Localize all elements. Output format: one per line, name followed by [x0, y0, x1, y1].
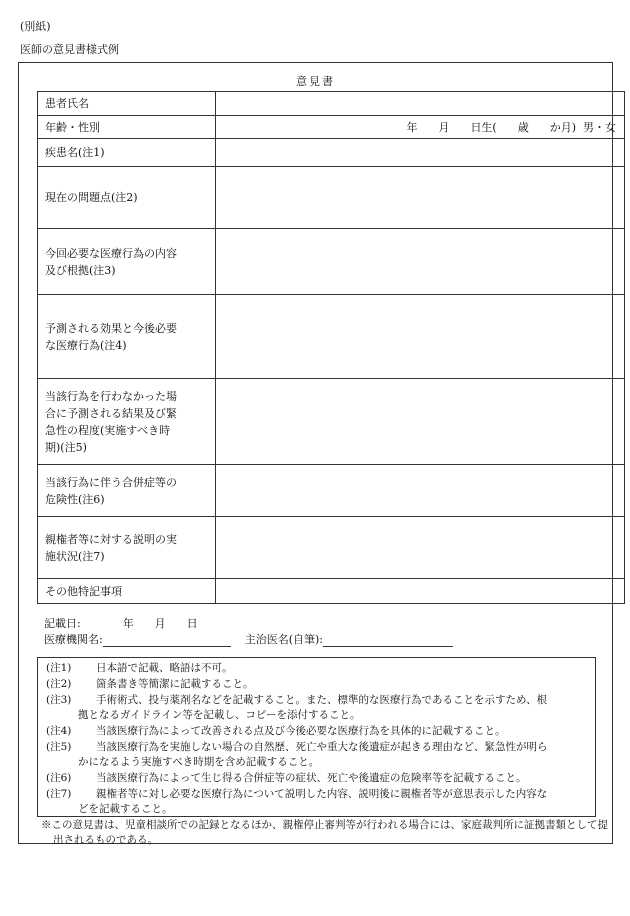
row-effect [38, 295, 625, 379]
risk-label-line-2: 合に予測される結果及び緊 [45, 406, 177, 420]
date-line [44, 617, 198, 631]
sex-options: 男・女 [583, 120, 616, 134]
institution-name-field[interactable] [103, 634, 231, 647]
treatment-field[interactable] [216, 229, 625, 295]
attachment-label: (別紙) [20, 20, 51, 33]
complication-label-line-1: 当該行為に伴う合併症等の [45, 475, 177, 489]
treatment-label [38, 229, 216, 295]
row-patient-name [38, 92, 625, 116]
note-3 [46, 693, 589, 723]
patient-name-field[interactable] [216, 92, 625, 116]
note-text: 手術術式、投与薬剤名などを記載すること。また、標準的な医療行為であることを示すため、根 [96, 694, 548, 706]
other-field[interactable] [216, 579, 625, 604]
note-text-continued: 拠となるガイドライン等を記載し、コピーを添付すること。 [78, 709, 361, 721]
age-sex-label: 年齢・性別 [38, 116, 216, 139]
row-explanation [38, 517, 625, 579]
note-text: 当該医療行為によって生じ得る合併症等の症状、死亡や後遺症の危険率等を記載すること。 [96, 772, 527, 784]
problem-field[interactable] [216, 167, 625, 229]
footer-note: ※この意見書は、児童相談所での記録となるほか、親権停止審判等が行われる場合には、家庭裁判所に証拠書類として提出されるものである。 [41, 819, 608, 846]
row-problem [38, 167, 625, 229]
risk-label [38, 379, 216, 465]
effect-label-line-2: な医療行為(注4) [45, 338, 127, 352]
row-complication [38, 465, 625, 517]
row-disease [38, 139, 625, 167]
note-text-continued: かになるよう実施すべき時期を含め記載すること。 [78, 756, 320, 768]
note-text: 当該医療行為を実施しない場合の自然歴、死亡や重大な後遺症が起きる理由など、緊急性が明ら [96, 741, 548, 753]
doctor-label: 主治医名(自筆): [244, 633, 324, 646]
institution-label: 医療機関名: [44, 633, 103, 646]
note-label: (注5) [46, 741, 72, 753]
form-caption: 医師の意見書様式例 [20, 43, 119, 56]
risk-field[interactable] [216, 379, 625, 465]
note-2 [46, 677, 589, 692]
note-1 [46, 661, 589, 676]
explanation-label-line-2: 施状況(注7) [45, 549, 105, 563]
age-sex-field[interactable] [216, 116, 625, 139]
effect-label-line-1: 予測される効果と今後必要 [45, 321, 177, 335]
document-title: 意見書 [296, 75, 335, 88]
note-label: (注2) [46, 678, 72, 690]
doctor-signature-field[interactable] [323, 634, 453, 647]
note-text: 箇条書き等簡潔に記載すること。 [96, 678, 254, 690]
patient-name-label: 患者氏名 [38, 92, 216, 116]
note-label: (注6) [46, 772, 72, 784]
note-label: (注3) [46, 694, 72, 706]
note-4 [46, 724, 589, 739]
birth-day: 日生( [470, 120, 497, 134]
explanation-label-line-1: 親権者等に対する説明の実 [45, 532, 177, 546]
effect-label [38, 295, 216, 379]
treatment-label-line-1: 今回必要な医療行為の内容 [45, 246, 177, 260]
explanation-label [38, 517, 216, 579]
opinion-table [37, 91, 625, 604]
note-label: (注4) [46, 725, 72, 737]
note-text: 日本語で記載、略語は不可。 [96, 662, 233, 674]
row-age-sex [38, 116, 625, 139]
note-text: 当該医療行為によって改善される点及び今後必要な医療行為を具体的に記載すること。 [96, 725, 506, 737]
effect-field[interactable] [216, 295, 625, 379]
disease-field[interactable] [216, 139, 625, 167]
note-text: 親権者等に対し必要な医療行為について説明した内容、説明後に親権者等が意思表示した内容な [96, 788, 548, 800]
date-year: 年 [122, 617, 134, 630]
row-other [38, 579, 625, 604]
age-months: か月) [549, 120, 576, 134]
complication-field[interactable] [216, 465, 625, 517]
problem-label: 現在の問題点(注2) [38, 167, 216, 229]
note-7 [46, 787, 589, 817]
institution-doctor-line [44, 633, 453, 647]
complication-label [38, 465, 216, 517]
risk-label-line-1: 当該行為を行わなかった場 [45, 389, 177, 403]
complication-label-line-2: 危険性(注6) [45, 492, 105, 506]
birth-month: 月 [438, 120, 450, 134]
note-6 [46, 771, 589, 786]
note-5 [46, 740, 589, 770]
date-label: 記載日: [44, 617, 81, 630]
explanation-field[interactable] [216, 517, 625, 579]
row-risk [38, 379, 625, 465]
note-label: (注7) [46, 788, 72, 800]
treatment-label-line-2: 及び根拠(注3) [45, 263, 116, 277]
disease-label: 疾患名(注1) [38, 139, 216, 167]
risk-label-line-4: 期)(注5) [45, 440, 87, 454]
date-day: 日 [186, 617, 198, 630]
age-years: 歳 [517, 120, 529, 134]
risk-label-line-3: 急性の程度(実施すべき時 [45, 423, 171, 437]
note-text-continued: どを記載すること。 [78, 803, 173, 815]
notes-box [37, 657, 596, 817]
birth-year: 年 [406, 120, 418, 134]
date-month: 月 [154, 617, 166, 630]
note-label: (注1) [46, 662, 72, 674]
row-treatment [38, 229, 625, 295]
opinion-form [18, 62, 616, 846]
other-label: その他特記事項 [38, 579, 216, 604]
